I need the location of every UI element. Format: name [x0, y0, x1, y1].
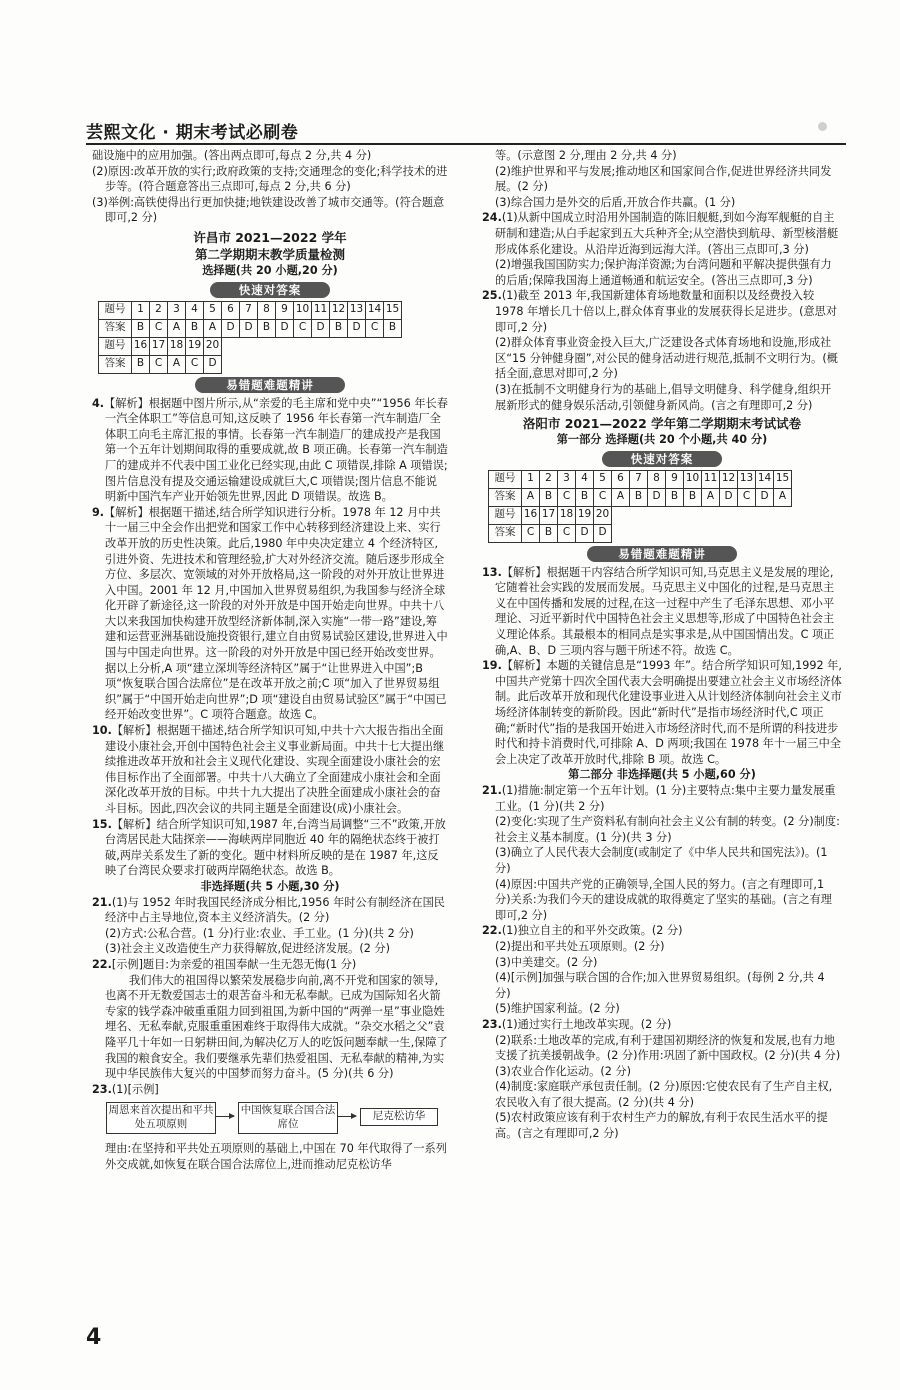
answer-text: (2)方式:公私合营。(1 分)行业:农业、手工业。(1 分)(共 2 分) — [105, 926, 414, 940]
table-cell: 6 — [612, 470, 630, 488]
section-heading: 第一部分 选择题(共 20 个小题,共 40 分) — [556, 433, 768, 447]
table-cell: 5 — [594, 470, 612, 488]
table-cell: 10 — [294, 301, 312, 319]
answer-text: 理由:在坚持和平共处五项原则的基础上,中国在 70 年代取得了一系列外交成就,如恢复在联合国合法席位上,进而推动尼克松访华 — [105, 1142, 447, 1171]
analysis-text: 【解析】根据题干内容结合所学知识可知,马克思主义是发展的理论,它随着社会实践的发展而发展。马克思主义中国化的过程,是马克思主义在中国传播和发展的过程,在这一过程中产生了毛泽东思想、邓小平理论、习近平新时代中国特色社会主义思想等,形成了中国特色社会主义理论体系。其最根本的相同点是实事求是,从中国国情出发。C 项正确,A、B、D 三项内容与题干所述不符。故选 C。 — [495, 565, 835, 657]
analysis-text: 【解析】根据题中图片所示,从“亲爱的毛主席和党中央”“1956 年长春一汽全体职工”等信息可知,这反映了 1956 年长春第一汽车制造厂全体职工向毛主席汇报的事情。长春第一汽车制造厂的建成投产是我国第一个五年计划期间取得的重要成就,故 B 项正确。长春第一汽车制造厂的建成并不代表中国工业化已经实现,由此 C 项错误,排除 A 项错误;图片信息没有提及交通运输建设成就巨大,C 项错误;图片信息不能说明新中国汽车产业开始领先世界,因此 D 项错误。故选 B。 — [104, 396, 448, 504]
answer-text: (1)通过实行土地改革实现。(2 分) — [501, 1017, 672, 1031]
table-cell: C — [738, 488, 756, 506]
table-cell: B — [540, 488, 558, 506]
table-cell: 19 — [186, 337, 204, 355]
table-cell: D — [756, 488, 774, 506]
table-cell: C — [186, 355, 204, 373]
table-cell: 7 — [240, 301, 258, 319]
table-cell: B — [576, 488, 594, 506]
answer-text: (4)原因:中国共产党的正确领导,全国人民的努力。(言之有理即可,1 分)关系:为我们今天的建设成就的取得奠定了坚实的基础。(言之有理即可,2 分) — [495, 877, 832, 922]
question-number: 10. — [92, 724, 112, 738]
arrow-right-icon — [216, 1116, 234, 1117]
table-cell: A — [612, 488, 630, 506]
exam-subtitle: 第二学期期末教学质量检测 — [194, 246, 345, 262]
table-cell: 8 — [258, 301, 276, 319]
answer-text: (3)综合国力是外交的后盾,开放合作共赢。(1 分) — [495, 195, 736, 209]
left-column — [92, 148, 448, 1172]
header-dot-icon — [818, 122, 827, 131]
table-cell: D — [312, 319, 330, 337]
answer-text: (2)原因:改革开放的实行;政府政策的支持;交通理念的变化;科学技术的进步等。(符合题意答出三点即可,每点 2 分,共 6 分) — [92, 164, 448, 194]
table-cell: D — [348, 319, 366, 337]
table-cell: B — [132, 355, 150, 373]
table-cell: A — [168, 355, 186, 373]
table-cell: B — [666, 488, 684, 506]
answer-text: (1)与 1952 年时我国民经济成分相比,1956 年时公有制经济在国民经济中占主导地位,资本主义经济消失。(2 分) — [105, 895, 445, 925]
answer-text: (5)维护国家利益。(2 分) — [495, 1002, 620, 1016]
table-cell: D — [276, 319, 294, 337]
table-cell: C — [522, 524, 540, 542]
right-column — [482, 148, 842, 1142]
question-number: 4. — [92, 396, 105, 410]
table-cell: 答案 — [489, 524, 522, 542]
timeline-diagram — [92, 1099, 448, 1139]
question-answer — [482, 1017, 842, 1033]
quick-answer-banner: 快速对答案 — [602, 451, 722, 467]
question-answer — [482, 210, 842, 257]
table-cell: 4 — [576, 470, 594, 488]
table-cell: 2 — [540, 470, 558, 488]
answer-text: (5)农村政策应该有利于农村生产力的解放,有利于农民生活水平的提高。(言之有理即可,2 分) — [495, 1111, 828, 1141]
table-cell: A — [774, 488, 792, 506]
table-cell: D — [720, 488, 738, 506]
table-cell: B — [186, 319, 204, 337]
answer-text: (2)群众体育事业资金投入巨大,广泛建设各式体育场地和设施,形成社区“15 分钟健身圈”,对公民的健身活动进行规范,抵制不文明行为。(概括全面,意思对即可,2 分) — [495, 336, 838, 381]
question-number: 23. — [482, 1017, 502, 1031]
answer-text: (1)截至 2013 年,我国新建体育场地数量和面积以及经费投入较 1978 年增长几十倍以上,群众体育事业的发展获得长足进步。(意思对即可,2 分) — [495, 289, 838, 334]
table-cell: 15 — [384, 301, 402, 319]
table-cell: 6 — [222, 301, 240, 319]
answer-text: (3)在抵制不文明健身行为的基础上,倡导文明健身、科学健身,组织开展新形式的健身娱乐活动,引领健身新风尚。(言之有理即可,2 分) — [495, 382, 832, 412]
answer-text: (1)独立自主的和平外交政策。(2 分) — [501, 924, 683, 938]
table-cell: B — [330, 319, 348, 337]
answer-text: (3)举例:高铁使得出行更加快捷;地铁建设改善了城市交通等。(符合题意即可,2 分) — [92, 195, 445, 225]
table-cell: A — [168, 319, 186, 337]
table-row — [489, 524, 792, 542]
table-cell: C — [150, 355, 168, 373]
quick-answer-banner: 快速对答案 — [210, 282, 330, 298]
table-cell: D — [204, 355, 222, 373]
question-answer — [92, 1082, 448, 1098]
exam-title: 洛阳市 2021—2022 学年第二学期期末考试试卷 — [522, 416, 802, 432]
answer-key-table — [488, 470, 792, 543]
table-cell: B — [384, 319, 402, 337]
table-cell: 13 — [738, 470, 756, 488]
answer-text: (4)[示例]加强与联合国的合作;加入世界贸易组织。(每例 2 分,共 4 分) — [495, 971, 825, 1000]
question-answer — [482, 783, 842, 814]
question-analysis — [92, 723, 448, 817]
table-cell: B — [630, 488, 648, 506]
timeline-box: 周恩来首次提出和平共处五项原则 — [106, 1102, 216, 1134]
table-row — [489, 470, 792, 488]
answer-text: [示例]题目:为亲爱的祖国奉献一生无怨无悔(1 分) — [111, 957, 357, 971]
answer-text: 础设施中的应用加强。(答出两点即可,每点 2 分,共 4 分) — [92, 149, 372, 162]
analysis-text: 【解析】结合所学知识可知,1987 年,台湾当局调整“三不”政策,开放台湾居民赴大陆探亲——海峡两岸同胞近 40 年的隔绝状态终于被打破,两岸关系发生了新的变化。题中材料所反映的是在 1987 年,这反映了台湾民众要求打破两岸隔绝状态。故选 B。 — [105, 817, 446, 878]
timeline-box: 尼克松访华 — [360, 1108, 438, 1126]
table-row — [489, 488, 792, 506]
table-cell: 18 — [558, 506, 576, 524]
question-number: 22. — [92, 957, 112, 971]
table-cell: 2 — [150, 301, 168, 319]
answer-text: (3)农业合作化运动。(2 分) — [495, 1064, 631, 1078]
table-cell: C — [150, 319, 168, 337]
question-answer — [482, 288, 842, 335]
table-cell: A — [204, 319, 222, 337]
table-cell: 答案 — [99, 355, 132, 373]
answer-text: (1)措施:制定第一个五年计划。(1 分)主要特点:集中主要力量发展重工业。(1 分)(共 2 分) — [495, 784, 836, 813]
table-cell: D — [594, 524, 612, 542]
table-cell: 8 — [648, 470, 666, 488]
table-cell: 16 — [132, 337, 150, 355]
section-heading: 选择题(共 20 小题,20 分) — [202, 263, 338, 277]
section-heading: 第二部分 非选择题(共 5 小题,60 分) — [568, 768, 756, 782]
table-row — [99, 337, 402, 355]
table-row — [99, 319, 402, 337]
table-cell: 3 — [168, 301, 186, 319]
table-cell: 11 — [312, 301, 330, 319]
page-number: 4 — [86, 1325, 102, 1350]
question-number: 13. — [482, 565, 502, 579]
table-cell: C — [294, 319, 312, 337]
table-row — [489, 506, 792, 524]
question-number: 21. — [92, 895, 112, 909]
essay-text: 我们伟大的祖国得以繁荣发展稳步向前,离不开党和国家的领导,也离不开无数爱国志士的艰苦奋斗和无私奉献。已成为国际知名火箭专家的钱学森冲破重重阻力回到祖国,为新中国的“两弹一星”事业隐姓埋名、无私奉献,克服重重困难终于取得伟大成就。“杂交水稻之父”袁隆平几十年如一日躬耕田间,为解决亿万人的吃饭问题奉献一生,保障了我国的粮食安全。我们要继承先辈们热爱祖国、无私奉献的精神,为实现中华民族伟大复兴的中国梦而努力奋斗。(5 分)(共 6 分) — [105, 973, 448, 1081]
table-cell: C — [558, 488, 576, 506]
table-cell: 题号 — [99, 337, 132, 355]
table-cell: 1 — [522, 470, 540, 488]
table-cell: 9 — [276, 301, 294, 319]
table-cell: 11 — [702, 470, 720, 488]
table-row — [99, 355, 402, 373]
table-cell: D — [222, 319, 240, 337]
table-cell: 15 — [774, 470, 792, 488]
answer-text: (1)从新中国成立时沿用外国制造的陈旧舰艇,到如今海军舰艇的自主研制和建造;从白手起家到五大兵种齐全;从空潜快到航母、新型核潜艇形成体系化建设。从沿岸近海到远海大洋。(答出三点即可,3 分) — [495, 211, 839, 256]
analysis-text: 【解析】根据题干描述,结合所学知识可知,中共十六大报告指出全面建设小康社会,开创中国特色社会主义事业新局面。中共十七大提出继续推进改革开放和社会主义现代化建设、实现全面建设小康社会的宏伟目标作出了全面部署。中共十八大确立了全面建成小康社会和全面深化改革开放的目标。中共十九大提出了决胜全面建成小康社会的奋斗目标。因此,四次会议的共同主题是全面建设(成)小康社会。 — [105, 724, 445, 815]
table-cell: B — [684, 488, 702, 506]
table-cell: 答案 — [489, 488, 522, 506]
table-cell: 18 — [168, 337, 186, 355]
question-analysis — [92, 505, 448, 723]
question-answer — [482, 923, 842, 939]
answer-key-table — [98, 301, 402, 374]
table-cell: 7 — [630, 470, 648, 488]
table-cell: B — [258, 319, 276, 337]
question-number: 25. — [482, 289, 502, 303]
table-cell: C — [558, 524, 576, 542]
header-rule — [86, 143, 846, 145]
answer-text: (1)[示例] — [111, 1082, 159, 1096]
analysis-text: 【解析】本题的关键信息是“1993 年”。结合所学知识可知,1992 年,中国共产党第十四次全国代表大会明确提出要建立社会主义市场经济体制。此后改革开放和现代化建设事业进入从计划经济体制向社会主义市场经济体制转变的新阶段。因此“新时代”是指市场经济时代,C 项正确;“新时代”指的是我国开始进入市场经济时代,而不是所谓的科技进步时代和持卡消费时代,可排除 A、D 两项;我国在 1978 年十一届三中全会上决定了改革开放时代,排除 B 项。故选 C。 — [495, 659, 842, 766]
table-cell: 答案 — [99, 319, 132, 337]
table-cell: 13 — [348, 301, 366, 319]
question-analysis — [92, 817, 448, 879]
question-number: 21. — [482, 784, 502, 797]
table-cell: 5 — [204, 301, 222, 319]
answer-text: 等。(示意图 2 分,理由 2 分,共 4 分) — [495, 149, 677, 162]
table-cell: 题号 — [99, 301, 132, 319]
timeline-box: 中国恢复联合国合法席位 — [238, 1102, 338, 1134]
table-cell: 9 — [666, 470, 684, 488]
question-number: 15. — [92, 817, 112, 831]
table-cell: C — [594, 488, 612, 506]
table-cell: 12 — [330, 301, 348, 319]
page-header-title: 芸熙文化 · 期末考试必刷卷 — [86, 123, 299, 143]
answer-text: (3)社会主义改造使生产力获得解放,促进经济发展。(2 分) — [105, 942, 390, 956]
table-cell: 14 — [366, 301, 384, 319]
table-cell: 题号 — [489, 470, 522, 488]
table-cell: A — [702, 488, 720, 506]
question-answer — [92, 895, 448, 926]
table-cell: 题号 — [489, 506, 522, 524]
question-number: 9. — [92, 505, 105, 519]
table-cell: D — [576, 524, 594, 542]
table-cell: 19 — [576, 506, 594, 524]
question-analysis — [482, 565, 842, 659]
question-number: 24. — [482, 211, 502, 225]
answer-text: (4)制度:家庭联产承包责任制。(2 分)原因:它使农民有了生产自主权,农民收入有了很大提高。(2 分)(共 4 分) — [495, 1080, 833, 1109]
table-cell: D — [648, 488, 666, 506]
table-cell: B — [132, 319, 150, 337]
analysis-text: 【解析】根据题干描述,结合所学知识进行分析。1978 年 12 月中共十一届三中全会作出把党和国家工作中心转移到经济建设上来、实行改革开放的历史性决策。此后,1980 年中央决定建立 4 个经济特区,引进外资、先进技术和管理经验,扩大对外经济交流。随后逐步形成全方位、多层次、宽领域的对外开放格局,这一阶段的对外开放让世界进入中国。2001 年 12 月,中国加入世界贸易组织,为我国参与经济全球化开辟了新途径,这一阶段的对外开放是中国开始走向世界。中共十八大以来我国加快构建开放型经济新体制,深入实施“一带一路”建设,筹建和运营亚洲基础设施投资银行,建立自由贸易试验区建设,世界进入中国与中国走向世界。这一阶段的对外开放是中国已经开始改变世界。据以上分析,A 项“建立深圳等经济特区”属于“让世界进入中国”;B 项“恢复联合国合法席位”是在改革开放之前;C 项“加入了世界贸易组织”属于“中国开始走向世界”;D 项“建设自由贸易试验区”属于“中国已经开始改变世界”。C 项符合题意。故选 C。 — [104, 505, 448, 722]
analysis-banner: 易错题难题精讲 — [587, 546, 737, 562]
answer-text: (2)联系:土地改革的完成,有利于建国初期经济的恢复和发展,也有力地支援了抗美援朝战争。(2 分)作用:巩固了新中国政权。(2 分)(共 4 分) — [495, 1033, 841, 1063]
table-cell: C — [366, 319, 384, 337]
table-row — [99, 301, 402, 319]
question-analysis — [92, 396, 448, 505]
arrow-right-icon — [338, 1116, 356, 1117]
table-cell: 4 — [186, 301, 204, 319]
section-heading: 非选择题(共 5 小题,30 分) — [200, 879, 340, 893]
analysis-banner: 易错题难题精讲 — [195, 377, 345, 393]
table-cell: 20 — [594, 506, 612, 524]
table-cell: 1 — [132, 301, 150, 319]
table-cell: 14 — [756, 470, 774, 488]
table-cell: 16 — [522, 506, 540, 524]
table-cell: B — [540, 524, 558, 542]
question-answer — [92, 957, 448, 973]
question-number: 22. — [482, 924, 502, 938]
answer-text: (3)确立了人民代表大会制度(或制定了《中华人民共和国宪法》)。(1 分) — [495, 846, 828, 875]
table-cell: 17 — [540, 506, 558, 524]
answer-text: (2)变化:实现了生产资料私有制向社会主义公有制的转变。(2 分)制度:社会主义基本制度。(1 分)(共 3 分) — [495, 815, 840, 844]
question-number: 23. — [92, 1082, 112, 1096]
table-cell: 10 — [684, 470, 702, 488]
question-number: 19. — [482, 659, 502, 673]
table-cell: 20 — [204, 337, 222, 355]
exam-title: 许昌市 2021—2022 学年 — [193, 229, 347, 245]
answer-text: (2)提出和平共处五项原则。(2 分) — [495, 939, 665, 953]
answer-text: (2)增强我国国防实力;保护海洋资源;为台湾问题和平解决提供强有力的后盾;保障我国海上通道畅通和航运安全。(答出三点即可,3 分) — [495, 258, 832, 287]
table-cell: 3 — [558, 470, 576, 488]
table-cell: 17 — [150, 337, 168, 355]
table-cell: A — [522, 488, 540, 506]
answer-text: (3)中美建交。(2 分) — [495, 955, 598, 969]
table-cell: D — [240, 319, 258, 337]
answer-text: (2)维护世界和平与发展;推动地区和国家间合作,促进世界经济共同发展。(2 分) — [495, 164, 832, 194]
question-analysis — [482, 658, 842, 767]
table-cell: 12 — [720, 470, 738, 488]
